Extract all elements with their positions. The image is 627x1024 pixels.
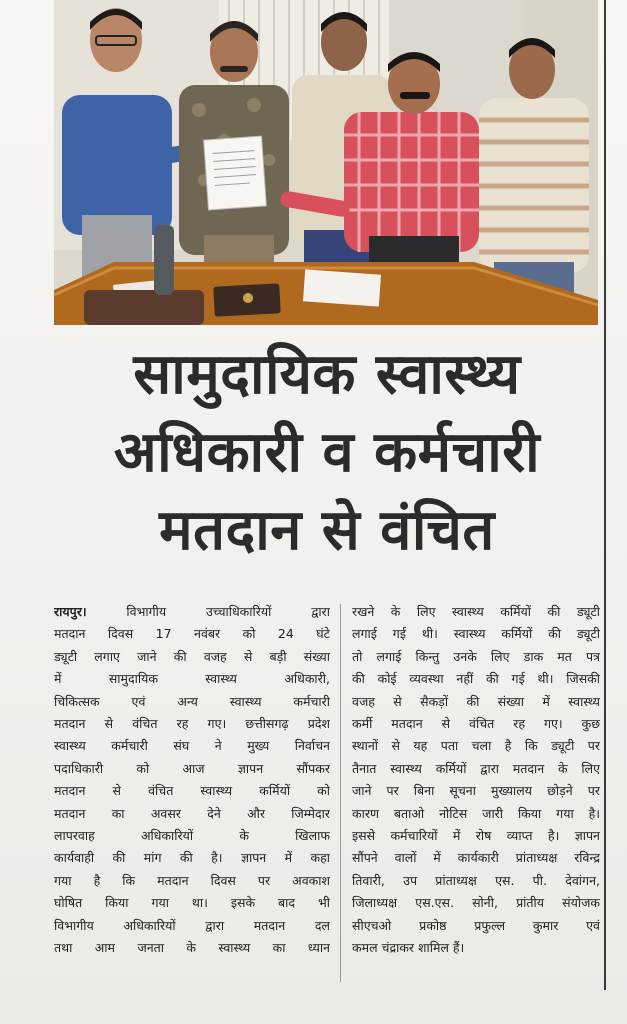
article-headline [54,336,600,570]
column-line-text: विभागीय उच्चाधिकारियों द्वारा [86,604,330,619]
column-line: लापरवाह अधिकारियों के खिलाफ [54,828,330,844]
column-line [54,601,330,623]
headline-line-3: मतदान से वंचित [159,498,495,563]
article-column-left [54,601,330,960]
column-line: वजह से सैकड़ों की संख्या में स्वास्थ्य [352,693,600,709]
column-line: स्थानों से यह पता चला है कि ड्यूटी पर [352,738,600,754]
column-line: सौंपने वालों में कार्यकारी प्रांताध्यक्ष रविन्द्र [352,850,600,866]
column-line: तैनात स्वास्थ्य कर्मियों द्वारा मतदान के लिए [352,760,600,776]
column-line: सीएचओ प्रकोष्ठ प्रफुल्ल कुमार एवं [352,917,600,933]
column-divider [340,604,341,982]
column-line: गया है कि मतदान दिवस पर अवकाश [54,872,330,888]
column-line: मतदान से वंचित स्वास्थ्य कर्मियों को [54,783,330,799]
column-line: जिलाध्यक्ष एस.एस. सोनी, प्रांतीय संयोजक [352,895,600,911]
column-line: स्वास्थ्य कर्मचारी संघ ने मुख्य निर्वाचन [54,738,330,754]
column-line: कारण बताओ नोटिस जारी किया गया है। [352,805,600,821]
article-column-right [352,601,600,960]
column-line: मतदान का अवसर देने और जिम्मेदार [54,805,330,821]
headline-line-2: अधिकारी व कर्मचारी [113,420,541,485]
column-line: की कोई व्यवस्था नहीं की गई थी। जिसकी [352,671,600,687]
column-line: कमल चंद्राकर शामिल हैं। [352,940,465,956]
column-line: कार्यवाही की मांग की है। ज्ञापन में कहा [54,850,330,866]
column-rule [604,0,606,990]
column-line: कर्मी मतदान से वंचित रह गए। कुछ [352,716,600,732]
column-line: लगाई गई थी। स्वास्थ्य कर्मियों की ड्यूटी [352,626,600,642]
column-line: मतदान दिवस 17 नवंबर को 24 घंटे [54,626,330,642]
column-line: जाने पर बिना सूचना मुख्यालय छोड़ने पर [352,783,600,799]
news-photo [54,0,598,325]
column-line: में सामुदायिक स्वास्थ्य अधिकारी, [54,671,330,687]
column-line: इससे कर्मचारियों में रोष व्याप्त है। ज्ञापन [352,828,600,844]
column-line: विभागीय अधिकारियों द्वारा मतदान दल [54,917,330,933]
dateline: रायपुर। [54,604,87,619]
column-line: रखने के लिए स्वास्थ्य कर्मियों की ड्यूटी [352,604,600,619]
column-line: मतदान से वंचित रह गए। छत्तीसगढ़ प्रदेश [54,716,330,732]
column-line: पदाधिकारी को आज ज्ञापन सौंपकर [54,760,330,776]
headline-line-1: सामुदायिक स्वास्थ्य [133,342,521,407]
column-line: तिवारी, उप प्रांताध्यक्ष एस. पी. देवांगन, [352,872,600,888]
column-line: तथा आम जनता के स्वास्थ्य का ध्यान [54,940,330,956]
column-line: ड्यूटी लगाए जाने की वजह से बड़ी संख्या [54,648,330,664]
column-line: तो लगाई किन्तु उनके लिए डाक मत पत्र [352,648,600,664]
column-line: चिकित्सक एवं अन्य स्वास्थ्य कर्मचारी [54,693,330,709]
column-line: घोषित किया गया था। इसके बाद भी [54,895,330,911]
